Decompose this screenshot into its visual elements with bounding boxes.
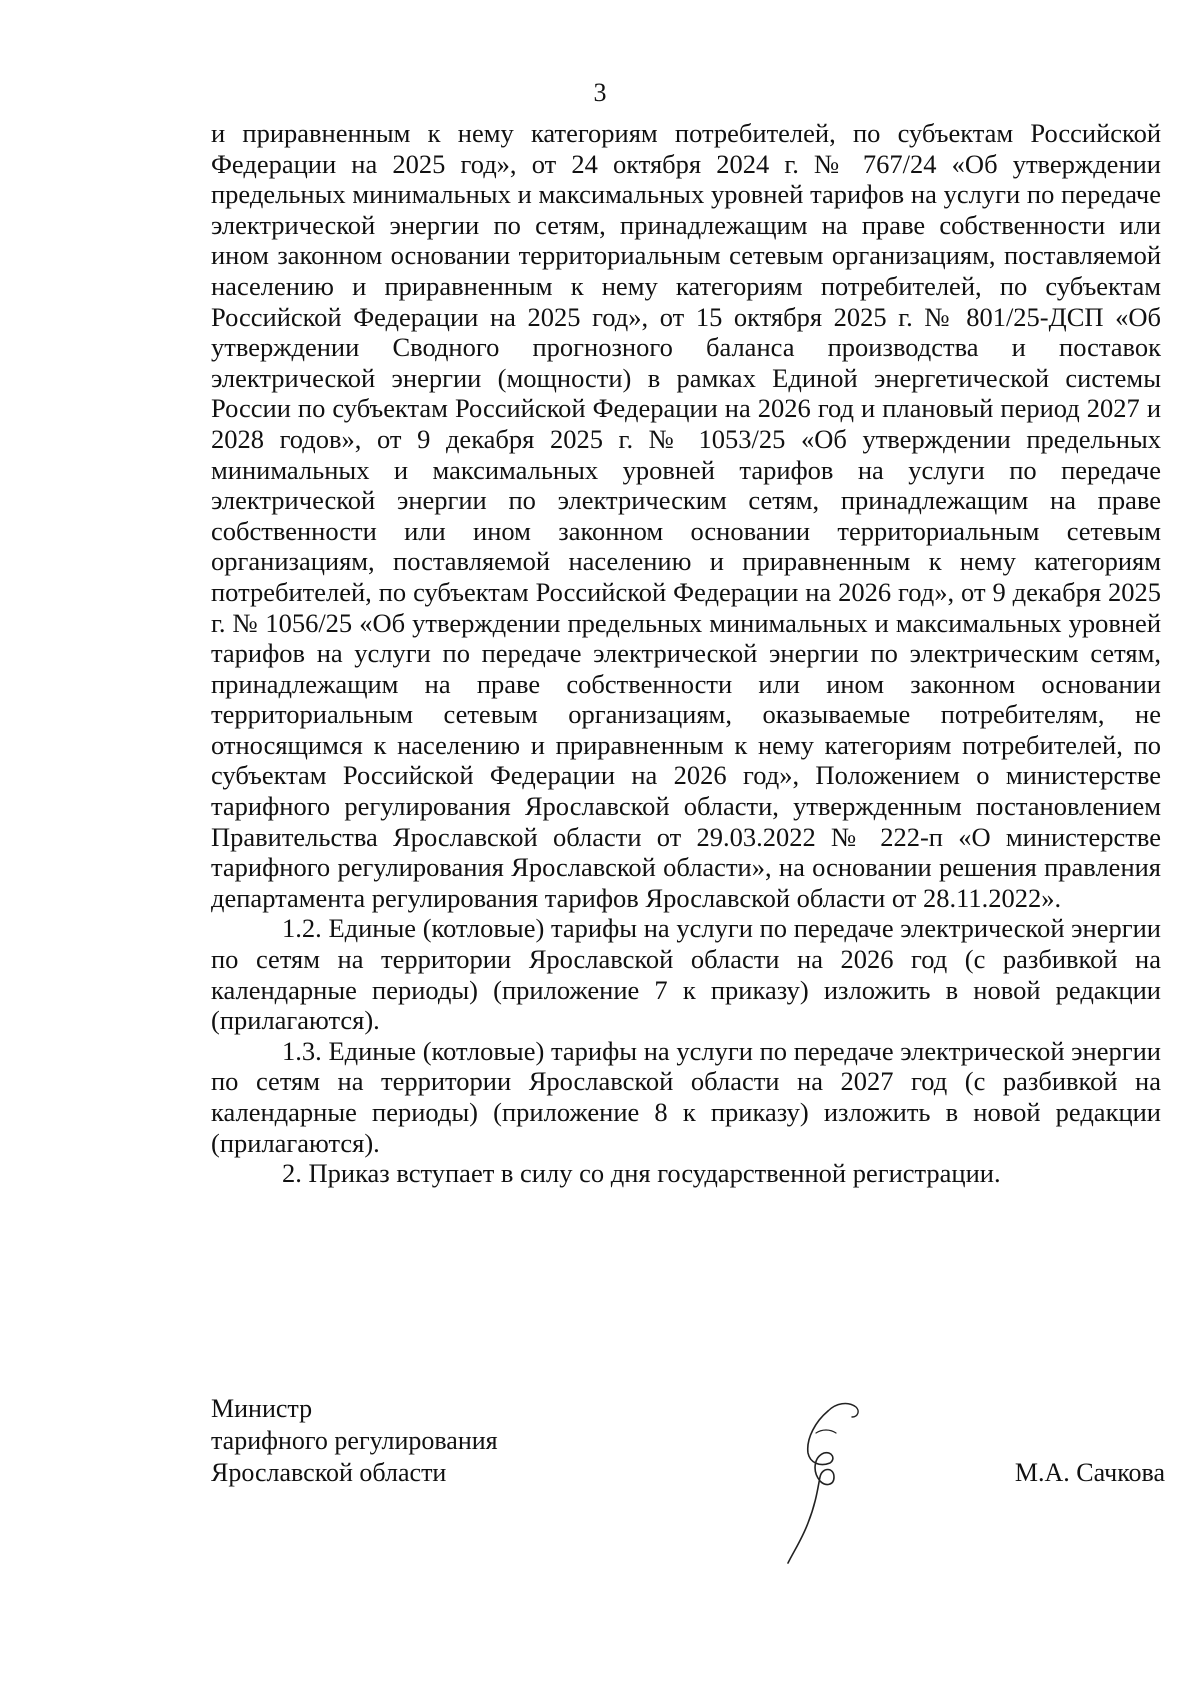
handwritten-signature [776, 1393, 886, 1573]
signer-name: М.А. Сачкова [1014, 1458, 1165, 1487]
paragraph-item-1-3: 1.3. Единые (котловые) тарифы на услуги по передаче электрической энергии по сетям на территории Ярославской области на 2027 год (с разбивкой на календарные периоды) (приложение 8 к приказу) изложить в новой редакции (прилагаются). [211, 1035, 1161, 1158]
signer-position-line-1: Министр [211, 1394, 313, 1423]
signer-position [211, 1393, 498, 1489]
signer-position-line-3: Ярославской области [211, 1458, 447, 1487]
paragraph-item-2: 2. Приказ вступает в силу со дня государственной регистрации. [282, 1158, 1001, 1189]
paragraph-item-1-2: 1.2. Единые (котловые) тарифы на услуги по передаче электрической энергии по сетям на территории Ярославской области на 2026 год (с разбивкой на календарные периоды) (приложение 7 к приказу) изложить в новой редакции (прилагаются). [211, 913, 1161, 1036]
signer-position-line-2: тарифного регулирования [211, 1426, 498, 1455]
document-body [211, 118, 1161, 1189]
signature-block [211, 1393, 1165, 1593]
paragraph-legal-basis: и приравненным к нему категориям потребителей, по субъектам Российской Федерации на 2025 год», от 24 октября 2024 г. № 767/24 «Об утверждении предельных минимальных и максимальных уровней тарифов на услуги по передаче электрической энергии по сетям, принадлежащим на праве собственности или ином законном основании территориальным сетевым организациям, поставляемой населению и приравненным к нему категориям потребителей, по субъектам Российской Федерации на 2025 год», от 15 октября 2025 г. № 801/25-ДСП «Об утверждении Сводного прогнозного баланса производства и поставок электрической энергии (мощности) в рамках Единой энергетической системы России по субъектам Российской Федерации на 2026 год и плановый период 2027 и 2028 годов», от 9 декабря 2025 г. № 1053/25 «Об утверждении предельных минимальных и максимальных уровней тарифов на услуги по передаче электрической энергии по электрическим сетям, принадлежащим на праве собственности или ином законном основании территориальным сетевым организациям, поставляемой населению и приравненным к нему категориям потребителей, по субъектам Российской Федерации на 2026 год», от 9 декабря 2025 г. № 1056/25 «Об утверждении предельных минимальных и максимальных уровней тарифов на услуги по передаче электрической энергии по электрическим сетям, принадлежащим на праве собственности или ином законном основании территориальным сетевым организациям, оказываемые потребителям, не относящимся к населению и приравненным к нему категориям потребителей, по субъектам Российской Федерации на 2026 год», Положением о министерстве тарифного регулирования Ярославской области, утвержденным постановлением Правительства Ярославской области от 29.03.2022 № 222-п «О министерстве тарифного регулирования Ярославской области», на основании решения правления департамента регулирования тарифов Ярославской области от 28.11.2022». [211, 118, 1161, 913]
page-number: 3 [593, 78, 607, 107]
